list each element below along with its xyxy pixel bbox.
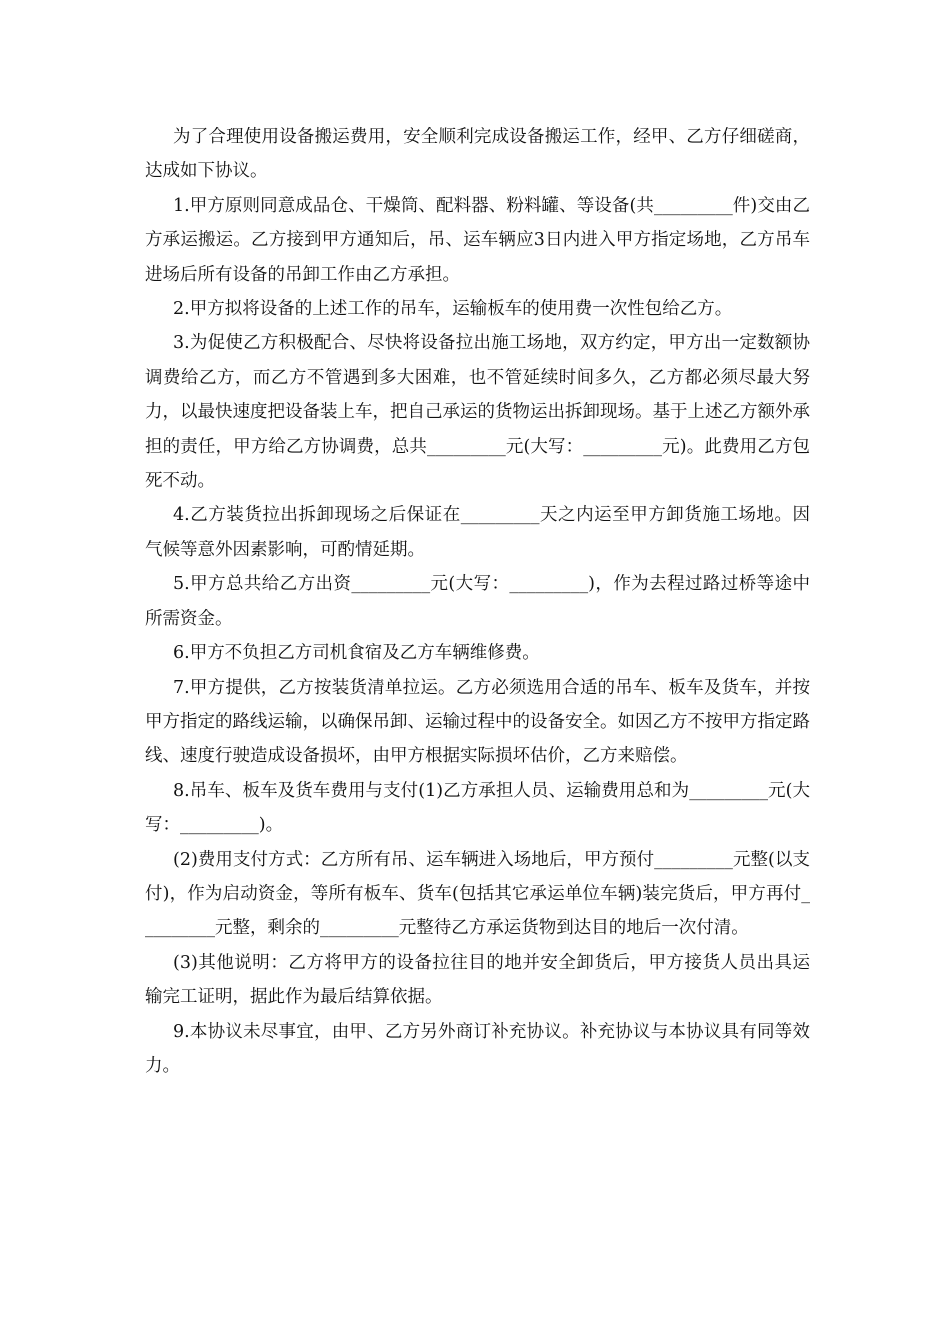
clause-2-paragraph: 2.甲方拟将设备的上述工作的吊车，运输板车的使用费一次性包给乙方。	[173, 299, 733, 320]
document-body	[145, 120, 810, 1083]
clause-8-3-paragraph: (3)其他说明：乙方将甲方的设备拉往目的地并安全卸货后，甲方接货人员出具运输完工证明，据此作为最后结算依据。	[145, 952, 810, 1008]
clause-8-paragraph: 8.吊车、板车及货车费用与支付(1)乙方承担人员、运输费用总和为_________元(大写：_________)。	[145, 780, 810, 836]
clause-3-paragraph: 3.为促使乙方积极配合、尽快将设备拉出施工场地，双方约定，甲方出一定数额协调费给乙方，而乙方不管遇到多大困难，也不管延续时间多久，乙方都必须尽最大努力，以最快速度把设备装上车，把自己承运的货物运出拆卸现场。基于上述乙方额外承担的责任，甲方给乙方协调费，总共_________元(大写：_________元)。此费用乙方包死不动。	[145, 333, 810, 492]
clause-6-paragraph: 6.甲方不负担乙方司机食宿及乙方车辆维修费。	[173, 643, 540, 664]
clause-5-paragraph: 5.甲方总共给乙方出资_________元(大写：_________)，作为去程过路过桥等途中所需资金。	[145, 574, 810, 629]
intro-paragraph: 为了合理使用设备搬运费用，安全顺利完成设备搬运工作，经甲、乙方仔细磋商，达成如下协议。	[145, 127, 810, 182]
clause-9-paragraph: 9.本协议未尽事宜，由甲、乙方另外商订补充协议。补充协议与本协议具有同等效力。	[145, 1021, 810, 1076]
clause-8-2-paragraph: (2)费用支付方式：乙方所有吊、运车辆进入场地后，甲方预付_________元整(以支付)，作为启动资金，等所有板车、货车(包括其它承运单位车辆)装完货后，甲方再付_________元整，剩余的_________元整待乙方承运货物到达目的地后一次付清。	[145, 849, 810, 939]
clause-4-paragraph: 4.乙方装货拉出拆卸现场之后保证在_________天之内运至甲方卸货施工场地。因气候等意外因素影响，可酌情延期。	[145, 505, 810, 560]
clause-7-paragraph: 7.甲方提供，乙方按装货清单拉运。乙方必须选用合适的吊车、板车及货车，并按甲方指定的路线运输，以确保吊卸、运输过程中的设备安全。如因乙方不按甲方指定路线、速度行驶造成设备损坏，由甲方根据实际损坏估价，乙方来赔偿。	[145, 677, 810, 767]
clause-1-paragraph: 1.甲方原则同意成品仓、干燥筒、配料器、粉料罐、等设备(共_________件)交由乙方承运搬运。乙方接到甲方通知后，吊、运车辆应3日内进入甲方指定场地，乙方吊车进场后所有设备的吊卸工作由乙方承担。	[145, 195, 810, 285]
